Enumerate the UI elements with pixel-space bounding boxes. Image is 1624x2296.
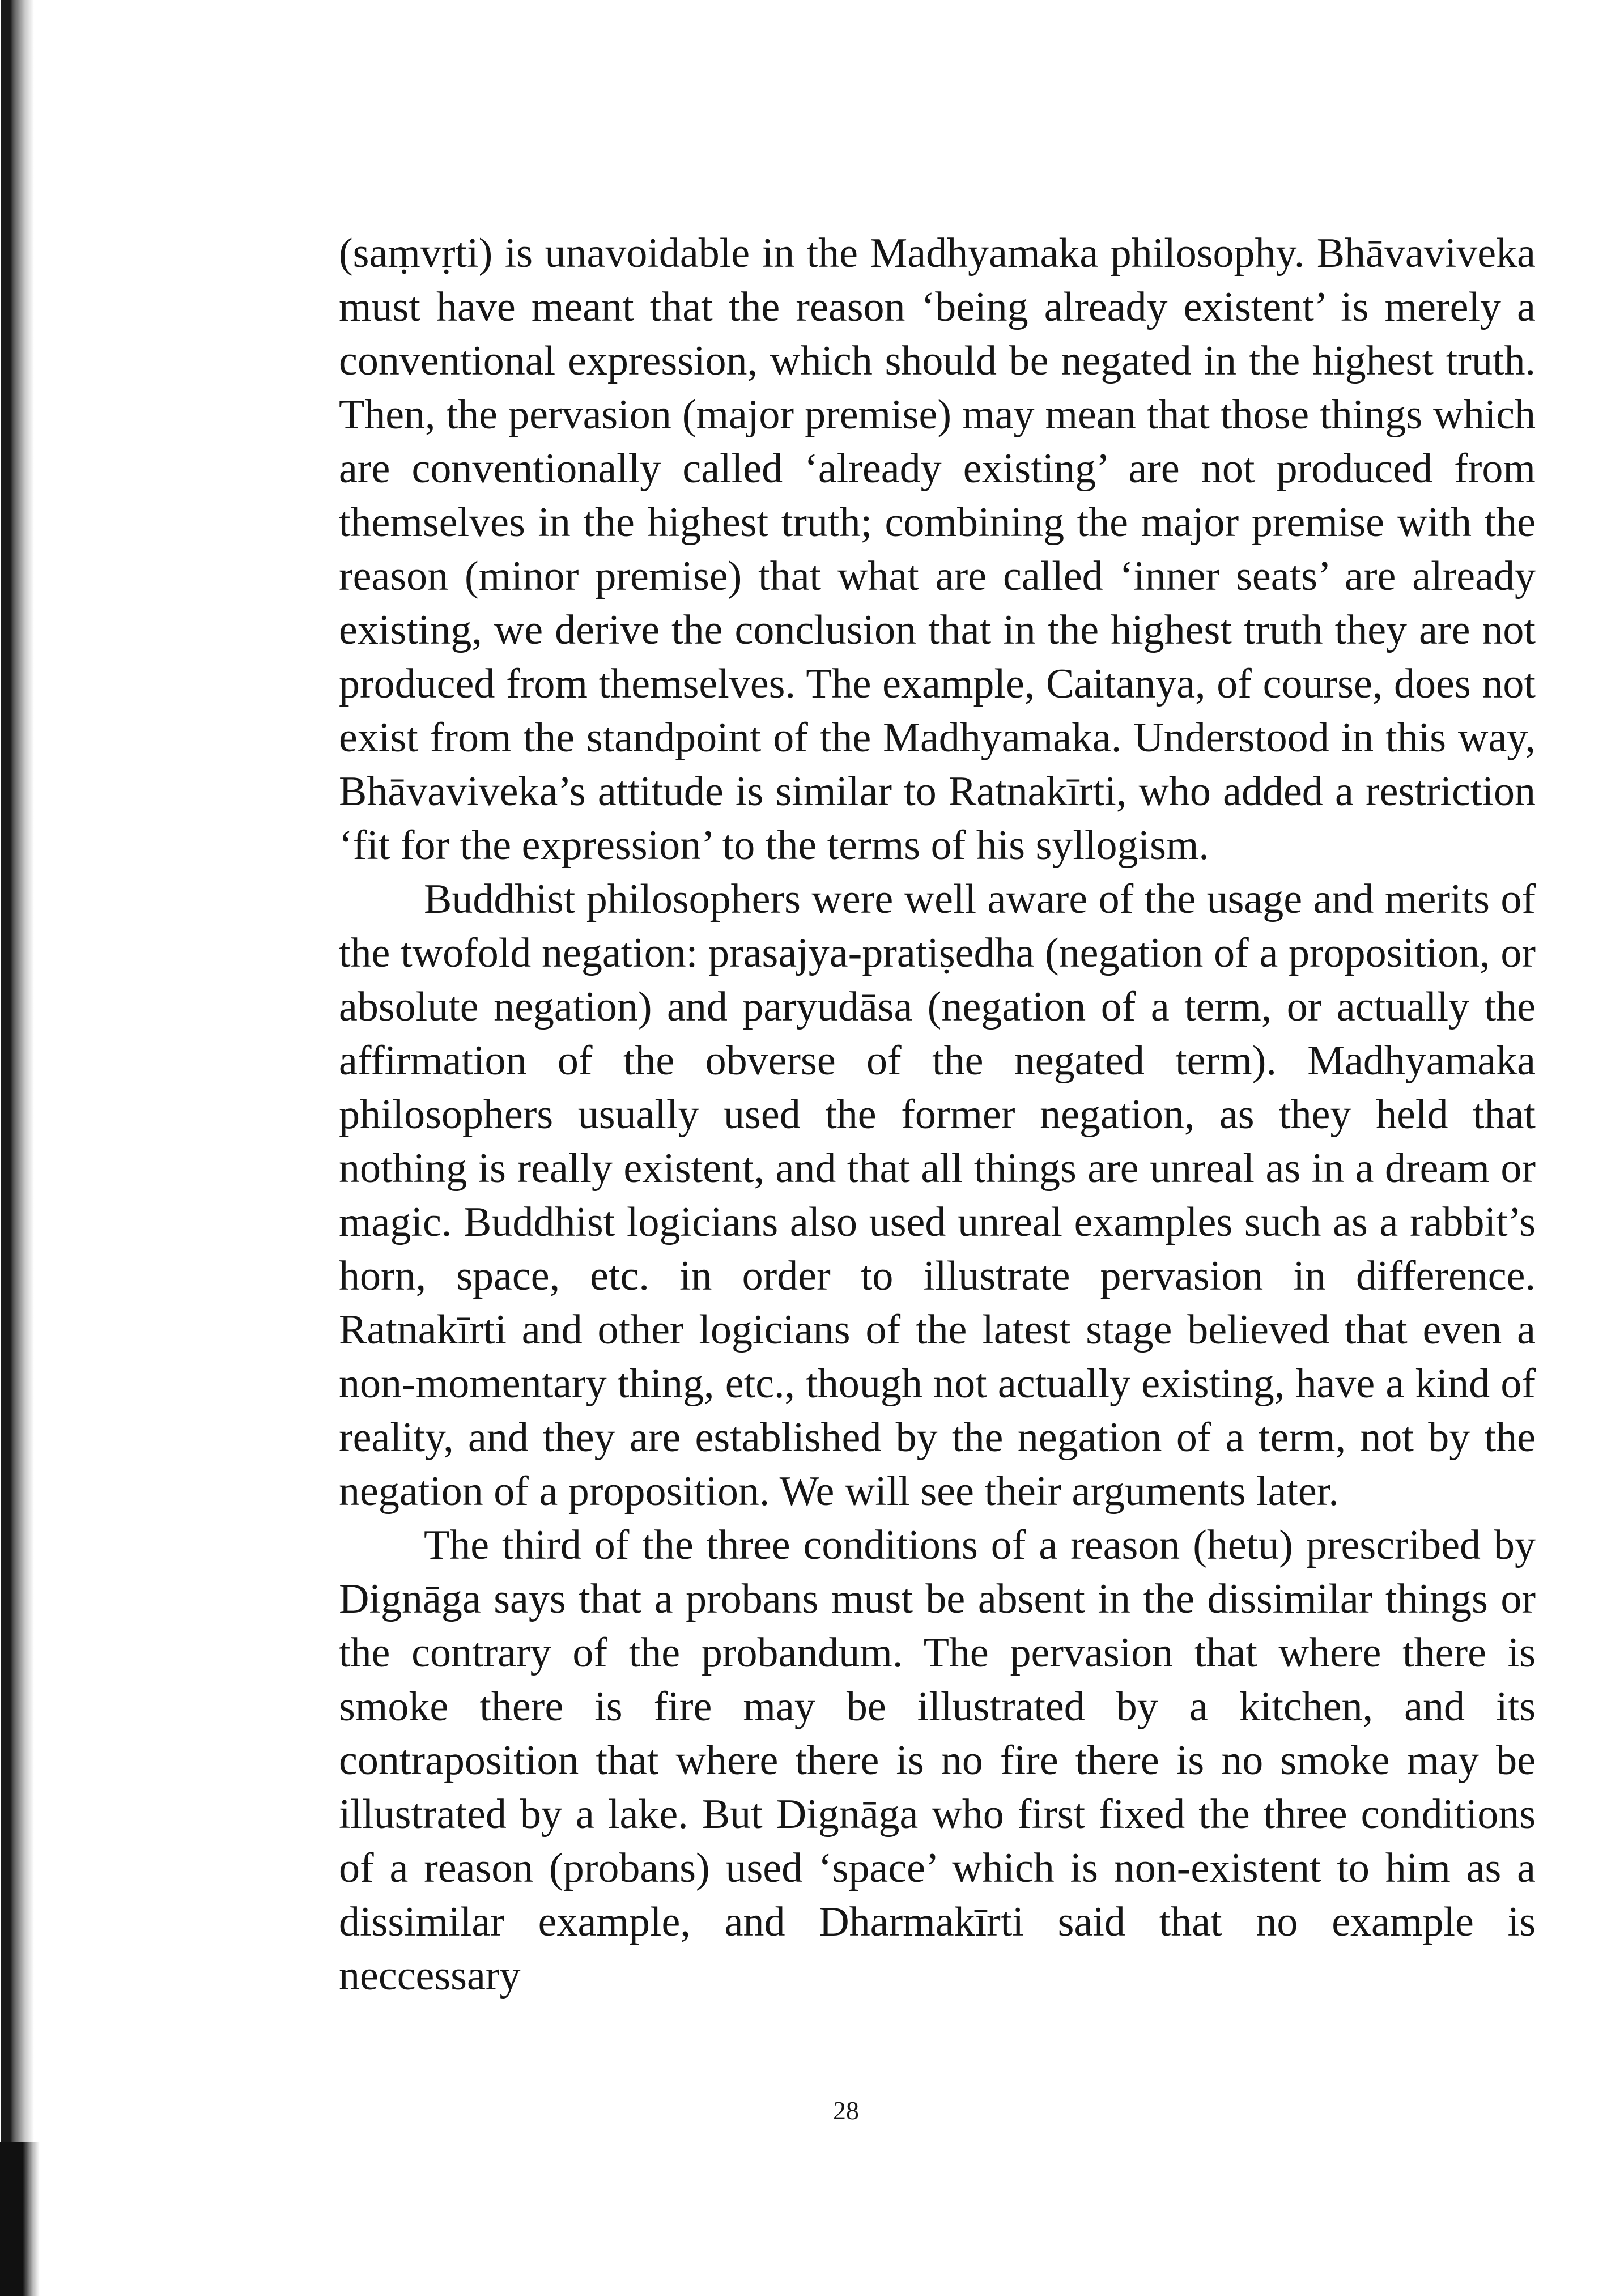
paragraph-1: (saṃvṛti) is unavoidable in the Madhyamaka philosophy. Bhāvaviveka must have meant that the reason ‘being already existent’ is merely a conventional expression, which should be negated in the highest truth. Then, the pervasion (major premise) may mean that those things which are conventionally called ‘already existing’ are not produced from themselves in the highest truth; combining the major premise with the reason (minor premise) that what are called ‘inner seats’ are already existing, we derive the conclusion that in the highest truth they are not produced from themselves. The example, Caitanya, of course, does not exist from the standpoint of the Madhyamaka. Understood in this way, Bhāvaviveka’s attitude is similar to Ratnakīrti, who added a restriction ‘fit for the expression’ to the terms of his syllogism. xyxy=(339,230,1536,869)
page-body xyxy=(339,227,1536,2131)
paragraph-3: The third of the three conditions of a reason (hetu) prescribed by Dignāga says that a probans must be absent in the dissimilar things or the contrary of the probandum. The pervasion that where there is smoke there is fire may be illustrated by a kitchen, and its contraposition that where there is no fire there is no smoke may be illustrated by a lake. But Dignāga who first fixed the three conditions of a reason (probans) used ‘space’ which is non-existent to him as a dissimilar example, and Dharmakīrti said that no example is neccessary xyxy=(339,1522,1536,1999)
page-number: 28 xyxy=(833,2096,859,2125)
paragraph-2: Buddhist philosophers were well aware of the usage and merits of the twofold negation: prasajya-pratiṣedha (negation of a proposition, or absolute negation) and paryudāsa (negation of a term, or actually the affirmation of the obverse of the negated term). Madhyamaka philosophers usually used the former negation, as they held that nothing is really existent, and that all things are unreal as in a dream or magic. Buddhist logicians also used unreal examples such as a rabbit’s horn, space, etc. in order to illustrate pervasion in difference. Ratnakīrti and other logicians of the latest stage believed that even a non-momentary thing, etc., though not actually existing, have a kind of reality, and they are established by the negation of a term, not by the negation of a proposition. We will see their arguments later. xyxy=(339,876,1536,1515)
scan-shadow-edge-bottom xyxy=(0,2142,40,2296)
scan-shadow-edge xyxy=(0,0,54,2296)
